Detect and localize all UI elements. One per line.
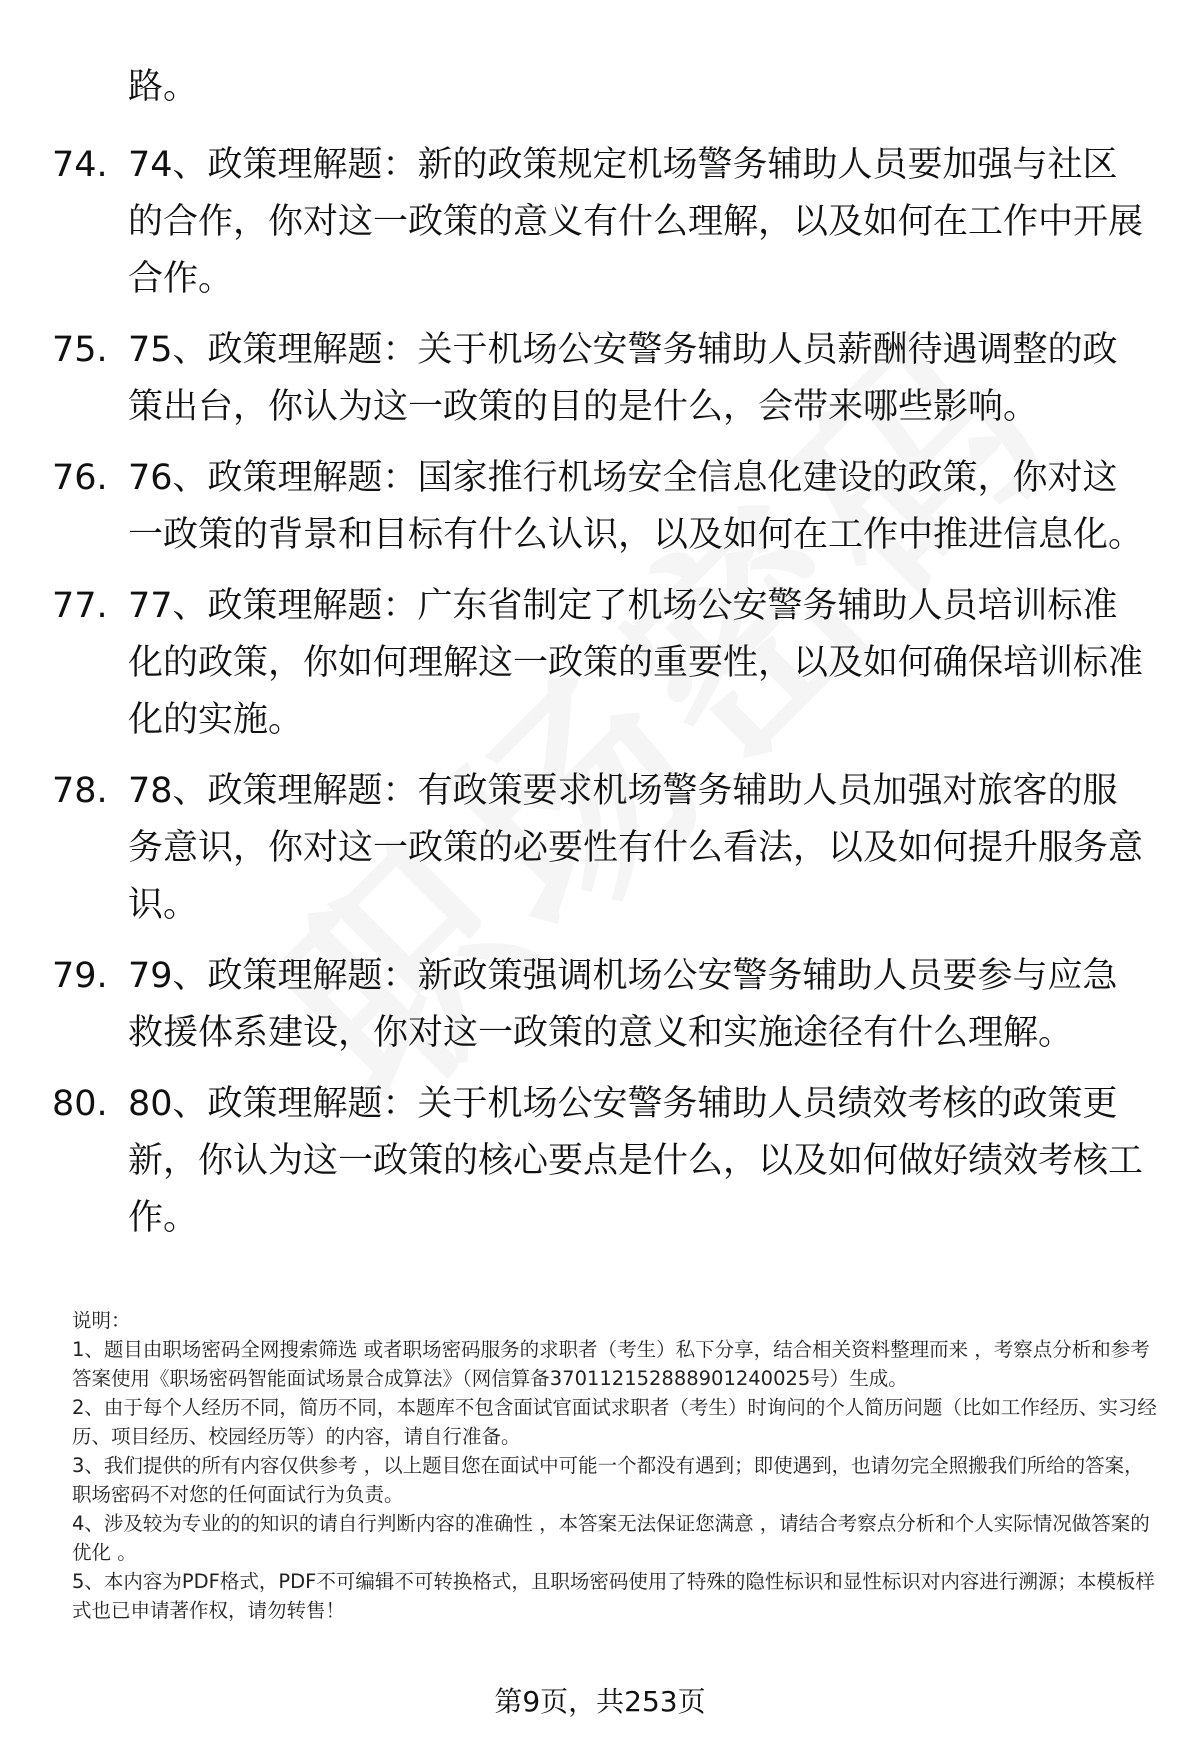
note-item-2: 2、由于每个人经历不同，简历不同，本题库不包含面试官面试求职者（考生）时询问的个人简历问题（比如工作经历、实习经历、项目经历、校园经历等）的内容，请自行准备。	[72, 1396, 1157, 1448]
question-item-77	[0, 578, 1200, 749]
question-list	[0, 137, 1200, 1261]
note-item-5: 5、本内容为PDF格式，PDF不可编辑不可转换格式，且职场密码使用了特殊的隐性标识和显性标识对内容进行溯源；本模板样式也已申请著作权，请勿转售！	[72, 1570, 1155, 1622]
question-number: 79.	[52, 956, 108, 996]
question-item-76	[0, 450, 1200, 564]
question-item-75	[0, 322, 1200, 436]
question-number: 77.	[52, 586, 108, 626]
question-text: 80、政策理解题：关于机场公安警务辅助人员绩效考核的政策更新，你认为这一政策的核心要点是什么，以及如何做好绩效考核工作。	[128, 1084, 1144, 1238]
question-number: 80.	[52, 1084, 108, 1124]
question-text: 79、政策理解题：新政策强调机场公安警务辅助人员要参与应急救援体系建设，你对这一政策的意义和实施途径有什么理解。	[128, 956, 1118, 1053]
page-number: 第9页，共253页	[494, 1685, 706, 1718]
question-text: 75、政策理解题：关于机场公安警务辅助人员薪酬待遇调整的政策出台，你认为这一政策的目的是什么，会带来哪些影响。	[128, 330, 1118, 427]
notes-section	[72, 1306, 1162, 1625]
question-number: 78.	[52, 771, 108, 811]
question-number: 74.	[52, 145, 108, 185]
question-text: 76、政策理解题：国家推行机场安全信息化建设的政策，你对这一政策的背景和目标有什么认识，以及如何在工作中推进信息化。	[128, 458, 1144, 555]
question-number: 76.	[52, 458, 108, 498]
notes-title: 说明：	[72, 1309, 131, 1332]
previous-question-continuation: 路。	[128, 67, 199, 107]
note-item-1: 1、题目由职场密码全网搜索筛选 或者职场密码服务的求职者（考生）私下分享，结合相关资料整理而来 ，考察点分析和参考答案使用《职场密码智能面试场景合成算法》（网信算备370112152888901240025号）生成。	[72, 1338, 1150, 1390]
question-item-79	[0, 948, 1200, 1062]
question-item-74	[0, 137, 1200, 308]
question-item-78	[0, 763, 1200, 934]
question-text: 78、政策理解题：有政策要求机场警务辅助人员加强对旅客的服务意识，你对这一政策的必要性有什么看法，以及如何提升服务意识。	[128, 771, 1144, 925]
question-text: 77、政策理解题：广东省制定了机场公安警务辅助人员培训标准化的政策，你如何理解这一政策的重要性，以及如何确保培训标准化的实施。	[128, 586, 1144, 740]
question-text: 74、政策理解题：新的政策规定机场警务辅助人员要加强与社区的合作，你对这一政策的意义有什么理解，以及如何在工作中开展合作。	[128, 145, 1144, 299]
note-item-4: 4、涉及较为专业的的知识的请自行判断内容的准确性 ，本答案无法保证您满意 ，请结合考察点分析和个人实际情况做答案的优化 。	[72, 1512, 1150, 1564]
note-item-3: 3、我们提供的所有内容仅供参考 ，以上题目您在面试中可能一个都没有遇到；即使遇到，也请勿完全照搬我们所给的答案，职场密码不对您的任何面试行为负责。	[72, 1454, 1144, 1506]
question-number: 75.	[52, 330, 108, 370]
question-item-80	[0, 1076, 1200, 1247]
